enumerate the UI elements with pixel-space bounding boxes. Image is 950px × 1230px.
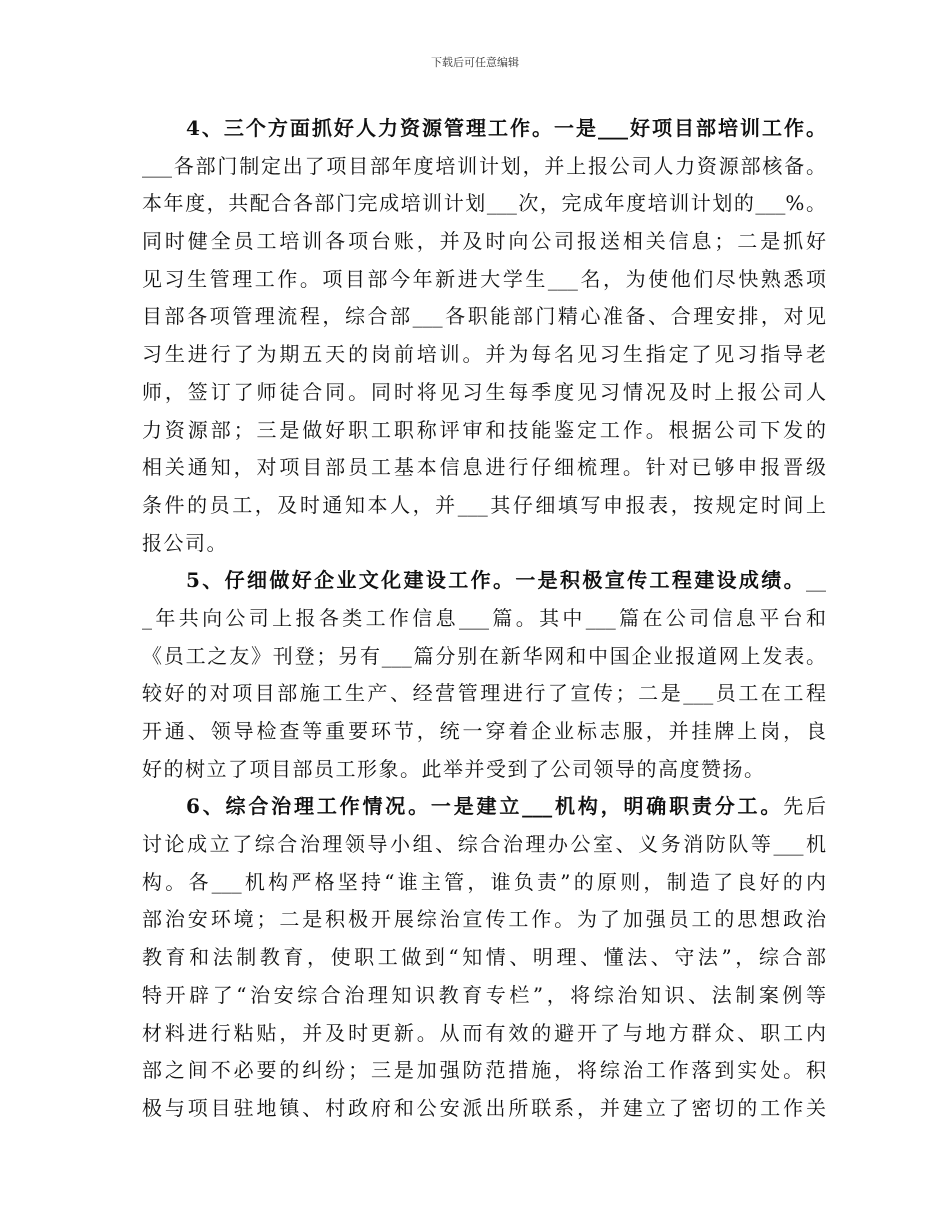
document-body [142,110,826,1128]
text-line: 5、仔细做好企业文化建设工作。一是积极宣传工程建设成绩。__ [186,568,826,593]
text-line [142,110,826,148]
bold-heading: 6、综合治理工作情况。一是建立___机构，明确职责分工。 [186,794,784,819]
text-line: 习生进行了为期五天的岗前培训。并为每名见习生指定了见习指导老 [142,342,826,367]
text-line: 6、综合治理工作情况。一是建立___机构，明确职责分工。先后 [186,794,826,819]
text-line: 师，签订了师徒合同。同时将见习生每季度见习情况及时上报公司人 [142,379,826,404]
text-line: 部之间不必要的纠纷；三是加强防范措施，将综治工作落到实处。积 [142,1058,826,1083]
text-line: _年共向公司上报各类工作信息___篇。其中___篇在公司信息平台和 [142,605,826,630]
text-line: 同时健全员工培训各项台账，并及时向公司报送相关信息；二是抓好 [142,229,826,254]
text-line: 部治安环境；二是积极开展综治宣传工作。为了加强员工的思想政治 [142,907,826,932]
text-line: 条件的员工，及时通知本人，并___其仔细填写申报表，按规定时间上 [142,492,826,517]
text-line: 相关通知，对项目部员工基本信息进行仔细梳理。针对已够申报晋级 [142,455,826,480]
text-line: 见习生管理工作。项目部今年新进大学生___名，为使他们尽快熟悉项 [142,266,826,291]
bold-heading: 5、仔细做好企业文化建设工作。一是积极宣传工程建设成绩。 [186,568,806,593]
text-line: 力资源部；三是做好职工职称评审和技能鉴定工作。根据公司下发的 [142,417,826,442]
text-line: 构。各___机构严格坚持“谁主管，谁负责”的原则，制造了良好的内 [142,869,826,894]
text-line: 教育和法制教育，使职工做到“知情、明理、懂法、守法”，综合部 [142,945,826,970]
text-line: ___各部门制定出了项目部年度培训计划，并上报公司人力资源部核备。 [142,153,826,178]
paragraph-5 [142,562,826,788]
text-line: 本年度，共配合各部门完成培训计划___次，完成年度培训计划的___%。 [142,191,826,216]
text-line: 特开辟了“治安综合治理知识教育专栏”，将综治知识、法制案例等 [142,982,826,1007]
text-line: 较好的对项目部施工生产、经营管理进行了宣传；二是___员工在工程 [142,681,826,706]
bold-heading: 4、三个方面抓好人力资源管理工作。一是___好项目部培训工作。 [186,116,826,140]
text-line: 《员工之友》刊登；另有___篇分别在新华网和中国企业报道网上发表。 [142,643,826,668]
text-line: 好的树立了项目部员工形象。此举并受到了公司领导的高度赞扬。 [142,756,766,781]
text-line: 材料进行粘贴，并及时更新。从而有效的避开了与地方群众、职工内 [142,1020,826,1045]
paragraph-4 [142,110,826,562]
text-line: 极与项目驻地镇、村政府和公安派出所联系，并建立了密切的工作关 [142,1095,826,1120]
paragraph-6 [142,788,826,1127]
page-header: 下载后可任意编辑 [431,56,519,69]
text-line: 讨论成立了综合治理领导小组、综合治理办公室、义务消防队等___机 [142,832,826,857]
text-line: 开通、领导检查等重要环节，统一穿着企业标志服，并挂牌上岗，良 [142,719,826,743]
text-line: 目部各项管理流程，综合部___各职能部门精心准备、合理安排，对见 [142,304,826,329]
text-line: 报公司。 [142,530,228,555]
